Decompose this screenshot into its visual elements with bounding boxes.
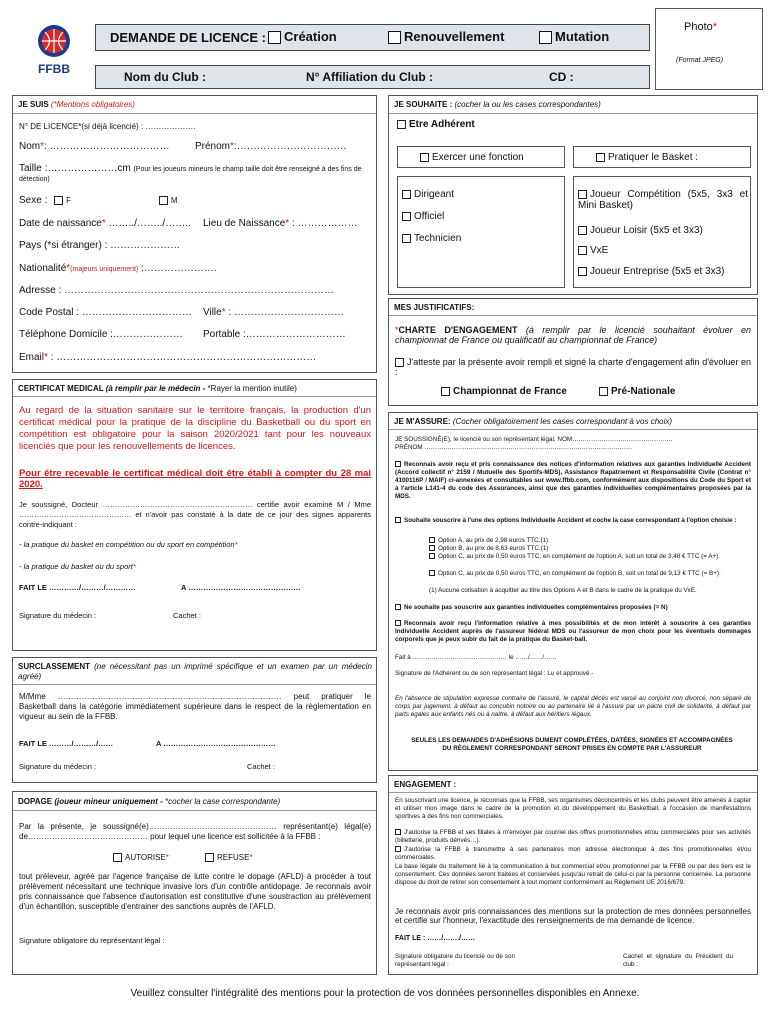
certificat-lieu[interactable]: A ……………………………………… (181, 583, 301, 592)
souhaite-title: JE SOUHAITE : (394, 100, 453, 109)
photo-format: (Format JPEG) (676, 57, 724, 64)
pratique-loisir[interactable]: Joueur Loisir (5x5 et 3x3) (578, 225, 703, 236)
surclassement-signature: Signature du médecin : (19, 762, 97, 771)
engagement-certification: Je reconnais avoir pris connaissances des mentions sur la protection de mes données personnelles et certifie sur l'honneur, l'exactitude des renseignements de ma demande de licence. (395, 907, 751, 925)
adresse-field[interactable]: Adresse : ……………………………………………………………………… (19, 285, 335, 296)
option-pre-nationale[interactable]: Pré-Nationale (599, 386, 675, 397)
fonction-technicien[interactable]: Technicien (402, 233, 461, 244)
licence-number-field[interactable]: N° DE LICENCE*(si déjà licencié) : ………………. (19, 122, 196, 131)
photo-label: Photo (684, 21, 713, 33)
section-je-souhaite: JE SOUHAITE : (cocher la ou les cases correspondantes) Etre Adhérent Exercer une fonction Pratiquer le Basket : Dirigeant Officiel Technicien Joueur Compétition (5x5, 3x3 et Mini Basket) Joueur Loisir (5x5 et 3x3) VxE Joueur Entreprise (5x5 et 3x3) (388, 95, 758, 295)
engagement-courriel[interactable]: J'autorise la FFBB et ses filiales à m'envoyer par courriel des offres promotionnelles et/ou commerciales pour ses activités (billetterie, produits dérivés…). (395, 829, 751, 844)
surclassement-lieu[interactable]: A ……………………………………… (156, 739, 276, 748)
certificat-option-competition[interactable]: - la pratique du basket en compétition ou du sport en compétition* (19, 540, 238, 549)
option-adherent[interactable]: Etre Adhérent (397, 119, 475, 130)
surclassement-body: M/Mme ………………………………………………………………………… peut pratiquer le Basketball dans la catégorie immédiatement supérieure dans le respect de la règlementation en vigueur au sein de la FFBB. (19, 692, 371, 721)
option-creation[interactable]: Création (268, 29, 337, 44)
atteste-text[interactable]: J'atteste par la présente avoir rempli et signé la charte d'engagement afin d'évoluer en : (395, 357, 751, 378)
section-justificatifs (388, 298, 758, 406)
assure-option-a[interactable]: Option A, au prix de 2,98 euros TTC.(1) (429, 537, 751, 545)
pratique-entreprise[interactable]: Joueur Entreprise (5x5 et 3x3) (578, 266, 725, 277)
engagement-fait-le[interactable]: FAIT LE : ……/……./…… (395, 935, 476, 942)
pratique-vxe[interactable]: VxE (578, 245, 608, 256)
portable-field[interactable]: Portable :………………………… (203, 329, 346, 340)
checkbox-pratiquer[interactable] (596, 153, 605, 162)
pratiquer-header[interactable]: Pratiquer le Basket : (573, 146, 751, 168)
je-suis-title: JE SUIS (18, 100, 49, 109)
fonction-officiel[interactable]: Officiel (402, 211, 444, 222)
code-postal-field[interactable]: Code Postal : …………………………… (19, 307, 192, 318)
fonction-list (397, 176, 565, 288)
certificat-delai: Pour être recevable le certificat médical doit être établi à compter du 28 mai 2020. (19, 468, 371, 490)
engagement-title: ENGAGEMENT : (394, 780, 457, 789)
pratique-competition[interactable]: Joueur Compétition (5x5, 3x3 et Mini Basket) (578, 189, 748, 211)
email-field[interactable]: Email* : …………………………………………………………………… (19, 352, 317, 363)
logo-text: FFBB (38, 62, 70, 76)
checkbox-adherent[interactable] (397, 120, 406, 129)
certificat-signature: Signature du médecin : (19, 611, 97, 620)
checkbox-sexe-f[interactable] (54, 196, 63, 205)
date-naissance-field[interactable]: Date de naissance* ……../……../…….. (19, 218, 191, 229)
section-surclassement (12, 657, 377, 783)
sexe-field: Sexe : F M (19, 195, 178, 206)
dopage-title: DOPAGE (18, 797, 53, 806)
checkbox-fonction[interactable] (420, 153, 429, 162)
certificat-cachet: Cachet : (173, 611, 201, 620)
fonction-header[interactable]: Exercer une fonction (397, 146, 565, 168)
assure-prenom[interactable]: PRÉNOM ……………………………………………………………………………………… (395, 444, 633, 451)
checkbox-creation[interactable] (268, 31, 281, 44)
section-je-m-assure: JE M'ASSURE: (Cocher obligatoirement les cases correspondant à vos choix) JE SOUSSIGNÉ(E), le licencié ou son représentant légal, NOM………………………………………… PRÉNOM ……………………………………………………………………………………… Reconnais avoir reçu et pris connaissance des notices d'information relatives aux garanties Individuelle Accident (Accord collectif n° 2159 / Mutuelle des Sportifs-MDS), Assistance Rapatriement et Responsabilité Civile (Contrat n° 4100116P / MAIF) ci-annexées et consultables sur www.ffbb.com, conformément aux dispositions du Code du Sport et à l'article L141-4 du code des Assurances, ainsi que des garanties individuelles complémentaires proposées par la MDS. Souhaite souscrire à l'une des options Individuelle Accident et coche la case correspondant à l'option choisie : Option A, au prix de 2,98 euros TTC.(1) Option B, au prix de 8,63 euros TTC.(1) Option C, au prix de 0,50 euros TTC, en complément de l'option A, soit un total de 3,48 € TTC (= A+). Option C, au prix de 0,50 euros TTC, en complément de l'option B, soit un total de 9,13 € TTC (= B+). (1) Aucune cotisation à acquitter au titre des Options A et B dans le cadre de la pratique du VxE. Ne souhaite pas souscrire aux garanties individuelles complémentaires proposées (= N) Reconnais avoir reçu l'information relative à mes possibilités et de mon intérêt à souscrire à ces garanties Individuelle Accident auprès de l'assureur fédéral MDS ou l'assureur de mon choix pour les éventuels dommages corporels que je peux subir du fait de la pratique du Basket-ball. Fait à ……………………………………… le ……/……/…… Signature de l'Adhérent ou de son représentant légal : Lu et approuvé - En l'absence de stipulation expresse contraire de l'assuré, le capital décès est versé au conjoint non divorcé, non séparé de corps par jugement, à défaut au concubin notoire ou au partenaire lié à l'assuré par un pacte civil de solidarité, à défaut par parts égales aux enfants nés ou à naître, à défaut aux héritiers légaux. SEULES LES DEMANDES D'ADHÉSIONS DUMENT COMPLÉTÉES, DATÉES, SIGNÉES ET ACCOMPAGNÉES DU RÈGLEMENT CORRESPONDANT SERONT PRISES EN COMPTE PAR L'ASSUREUR (388, 412, 758, 771)
option-mutation[interactable]: Mutation (539, 29, 609, 44)
certificat-option-sport[interactable]: - la pratique du basket ou du sport* (19, 562, 136, 571)
checkbox-sexe-m[interactable] (159, 196, 168, 205)
assure-option-c-a[interactable]: Option C, au prix de 0,50 euros TTC, en complément de l'option A, soit un total de 3,48 € TTC (= A+). (429, 553, 751, 561)
certificat-fait-le[interactable]: FAIT LE …………/………/………… (19, 583, 136, 592)
engagement-image: En souscrivant une licence, je reconnais que la FFBB, ses organismes déconcentrés et les clubs peuvent être amenés à capter et utiliser mon image dans le cadre de la promotion et du développement du Basketball, à l'occasion de manifestations sportives à des fins non commerciales. (395, 797, 751, 820)
footer-note: Veuillez consulter l'intégralité des mentions pour la protection de vos données personnelles disponibles en Annexe. (130, 988, 640, 999)
assure-reconnais[interactable]: Reconnais avoir reçu et pris connaissance des notices d'information relatives aux garanties Individuelle Accident (Accord collectif n° 2159 / Mutuelle des Sportifs-MDS), Assistance Rapatriement et Responsabilité Civile (Contrat n° 4100116P / MAIF) ci-annexées et consultables sur www.ffbb.com, conformément aux dispositions du Code du Sport et à l'article L141-4 du code des Assurances, ainsi que des garanties individuelles complémentaires proposées par la MDS. (395, 461, 751, 500)
fonction-dirigeant[interactable]: Dirigeant (402, 189, 454, 200)
certificat-title: CERTIFICAT MEDICAL (18, 384, 104, 393)
certificat-body: Je soussigné, Docteur …………………………………………………… certifie avoir examiné M / Mme ……………………………………… et n'avoir pas constaté à la date de ce jour des signes apparents contre-indiquant : (19, 500, 371, 529)
telephone-field[interactable]: Téléphone Domicile :………………… (19, 329, 183, 340)
ville-field[interactable]: Ville* : …………………………… (203, 307, 344, 318)
assure-option-c-b[interactable]: Option C, au prix de 0,50 euros TTC, en complément de l'option B, soit un total de 9,13 € TTC (= B+). (429, 570, 751, 578)
title-bar (95, 24, 650, 51)
assure-final-note: SEULES LES DEMANDES D'ADHÉSIONS DUMENT COMPLÉTÉES, DATÉES, SIGNÉES ET ACCOMPAGNÉES DU RÈGLEMENT CORRESPONDANT SERONT PRISES EN COMPTE PAR L'ASSUREUR (411, 737, 733, 752)
justificatifs-title: MES JUSTIFICATIFS: (394, 303, 475, 312)
assure-option-b[interactable]: Option B, au prix de 8,63 euros TTC.(1) (429, 545, 751, 553)
basketball-icon (30, 22, 78, 62)
section-dopage: DOPAGE (joueur mineur uniquement - *cocher la case correspondante) Par la présente, je soussigné(e)………………………………………… représentant(e) légal(e) de……………………………………… pour lequel une licence est sollicitée à la FFBB : AUTORISE* REFUSE* tout préleveur, agréé par l'agence française de lutte contre le dopage (AFLD) à procéder à tout prélèvement nécessitant une technique invasive lors d'un contrôle antidopage. Je reconnais avoir pris connaissance que l'absence d'autorisation est constitutive d'une soustraction au prélèvement d'un échantillon, susceptible d'entrainer des sanctions auprès de l'AFLD. Signature obligatoire du représentant légal : (12, 791, 377, 975)
dopage-refuse[interactable]: REFUSE* (205, 853, 253, 862)
assure-fait[interactable]: Fait à ……………………………………… le ……/……/…… (395, 654, 557, 661)
nom-field[interactable]: Nom*: ……………………………… (19, 141, 170, 152)
surclassement-cachet: Cachet : (247, 762, 275, 771)
dopage-autorise[interactable]: AUTORISE* (113, 853, 169, 862)
club-affiliation-label: N° Affiliation du Club : (306, 70, 433, 84)
option-championnat-france[interactable]: Championnat de France (441, 386, 567, 397)
ffbb-logo (30, 22, 78, 78)
dopage-signature: Signature obligatoire du représentant légal : (19, 936, 165, 945)
assure-stipulation: En l'absence de stipulation expresse contraire de l'assuré, le capital décès est versé au conjoint non divorcé, non séparé de corps par jugement, à défaut au concubin notoire ou au partenaire lié à l'assuré par un pacte civil de solidarité, à défaut par parts égales aux enfants nés ou à naître, à défaut aux héritiers légaux. (395, 695, 751, 718)
assure-information[interactable]: Reconnais avoir reçu l'information relative à mes possibilités et de mon intérêt à souscrire à ces garanties Individuelle Accident auprès de l'assureur fédéral MDS ou l'assureur de mon choix pour les éventuels dommages corporels que je peux subir du fait de la pratique du Basket-ball. (395, 620, 751, 643)
section-je-suis: JE SUIS (*Mentions obligatoires) N° DE LICENCE*(si déjà licencié) : ………………. Nom*: ……………………………… Prénom*:…………………………… Taille :…………………cm (Pour les joueurs mineurs le champ taille doit être renseigné à des fins de détection) Sexe : F M Date de naissance* ……../……../…….. Lieu de Naissance* : ……………… Pays (*si étranger) : ………………… Nationalité*(majeurs uniquement) :…………………. Adresse : ……………………………………………………………………… Code Postal : …………………………… Ville* : …………………………… Téléphone Domicile :………………… Portable :………………………… Email* : …………………………………………………………………… (12, 95, 377, 373)
assure-nom[interactable]: JE SOUSSIGNÉ(E), le licencié ou son représentant légal, NOM………………………………………… (395, 436, 673, 443)
club-name-label: Nom du Club : (124, 70, 206, 84)
pays-field[interactable]: Pays (*si étranger) : ………………… (19, 240, 181, 251)
assure-signature: Signature de l'Adhérent ou de son représentant légal : Lu et approuvé - (395, 670, 594, 677)
engagement-partenaires[interactable]: J'autorise la FFBB à transmettre à ses partenaires mon adresse électronique à des fins promotionnelles et/ou commerciales. (395, 846, 751, 861)
page-title: DEMANDE DE LICENCE : (110, 30, 267, 45)
photo-box[interactable]: Photo* (Format JPEG) (655, 8, 763, 90)
assure-title: JE M'ASSURE: (394, 417, 451, 426)
assure-souhaite[interactable]: Souhaite souscrire à l'une des options Individuelle Accident et coche la case correspondant à l'option choisie : (395, 517, 751, 525)
dopage-body: Par la présente, je soussigné(e)………………………………………… représentant(e) légal(e) de……………………………………… pour lequel une licence est sollicitée à la FFBB : (19, 822, 371, 841)
engagement-signature-licencie: Signature obligatoire du licencié ou de son représentant légal : (395, 953, 515, 968)
club-cd-label: CD : (549, 70, 574, 84)
engagement-signature-president: Cachet et signature du Président du club : (623, 953, 733, 968)
surclassement-heading: SURCLASSEMENT (ne nécessitant pas un imprimé spécifique et un examen par un médecin agréé) (18, 662, 372, 681)
checkbox-renouvellement[interactable] (388, 31, 401, 44)
engagement-base-legale: La base légale du traitement lié à la communication à but commercial et/ou promotionnel par la FFBB ou par des tiers est le consentement. Ces données seront traitées et conservées jusqu'au retrait de celui-ci par la personne concernée. La personne dispose du droit de retirer son consentement à tout moment conformément au Règlement UE 2016/679. (395, 863, 751, 886)
checkbox-mutation[interactable] (539, 31, 552, 44)
option-renouvellement[interactable]: Renouvellement (388, 29, 504, 44)
assure-option-note: (1) Aucune cotisation à acquitter au titre des Options A et B dans le cadre de la pratique du VxE. (429, 587, 697, 594)
lieu-naissance-field[interactable]: Lieu de Naissance* : ……………… (203, 218, 358, 229)
surclassement-fait-le[interactable]: FAIT LE ………/………/…… (19, 739, 114, 748)
section-certificat: CERTIFICAT MEDICAL (à remplir par le médecin - *Rayer la mention inutile) Au regard de la situation sanitaire sur le territoire français, la production d'un certificat médical pour la pratique de la discipline du Basketball ou du sport en compétition est obligatoire pour la saison 2020/2021 tant pour les nouveaux licenciés que pour les renouvellements de licences. Pour être recevable le certificat médical doit être établi à compter du 28 mai 2020. Je soussigné, Docteur …………………………………………………… certifie avoir examiné M / Mme ……………………………………… et n'avoir pas constaté à la date de ce jour des signes apparents contre-indiquant : - la pratique du basket en compétition ou du sport en compétition* - la pratique du basket ou du sport* FAIT LE …………/………/………… A ……………………………………… Signature du médecin : Cachet : (12, 379, 377, 651)
assure-ne-souhaite-pas[interactable]: Ne souhaite pas souscrire aux garanties individuelles complémentaires proposées (= N) (395, 604, 751, 612)
pratique-list (573, 176, 751, 288)
prenom-field[interactable]: Prénom*:…………………………… (195, 141, 347, 152)
club-bar (95, 65, 650, 89)
nationalite-field[interactable]: Nationalité*(majeurs uniquement) :…………………. (19, 263, 217, 274)
dopage-body2: tout préleveur, agréé par l'agence française de lutte contre le dopage (AFLD) à procéder à tout prélèvement nécessitant une technique invasive lors d'un contrôle antidopage. Je reconnais avoir pris connaissance que l'absence d'autorisation est constitutive d'une soustraction au prélèvement d'un échantillon, susceptible d'entrainer des sanctions auprès de l'AFLD. (19, 872, 371, 911)
section-engagement (388, 775, 758, 975)
taille-field[interactable]: Taille :…………………cm (Pour les joueurs mineurs le champ taille doit être renseigné à des fins de détection) (19, 163, 362, 183)
certificat-intro: Au regard de la situation sanitaire sur le territoire français, la production d'un certificat médical pour la pratique de la discipline du Basketball ou du sport en compétition est obligatoire pour la saison 2020/2021 tant pour les nouveaux licenciés que pour les renouvellements de licences. (19, 405, 371, 452)
charte-text: *CHARTE D'ENGAGEMENT (à remplir par le licencié souhaitant évoluer en championnat de France ou qualificatif au championnat de France) (395, 325, 751, 345)
